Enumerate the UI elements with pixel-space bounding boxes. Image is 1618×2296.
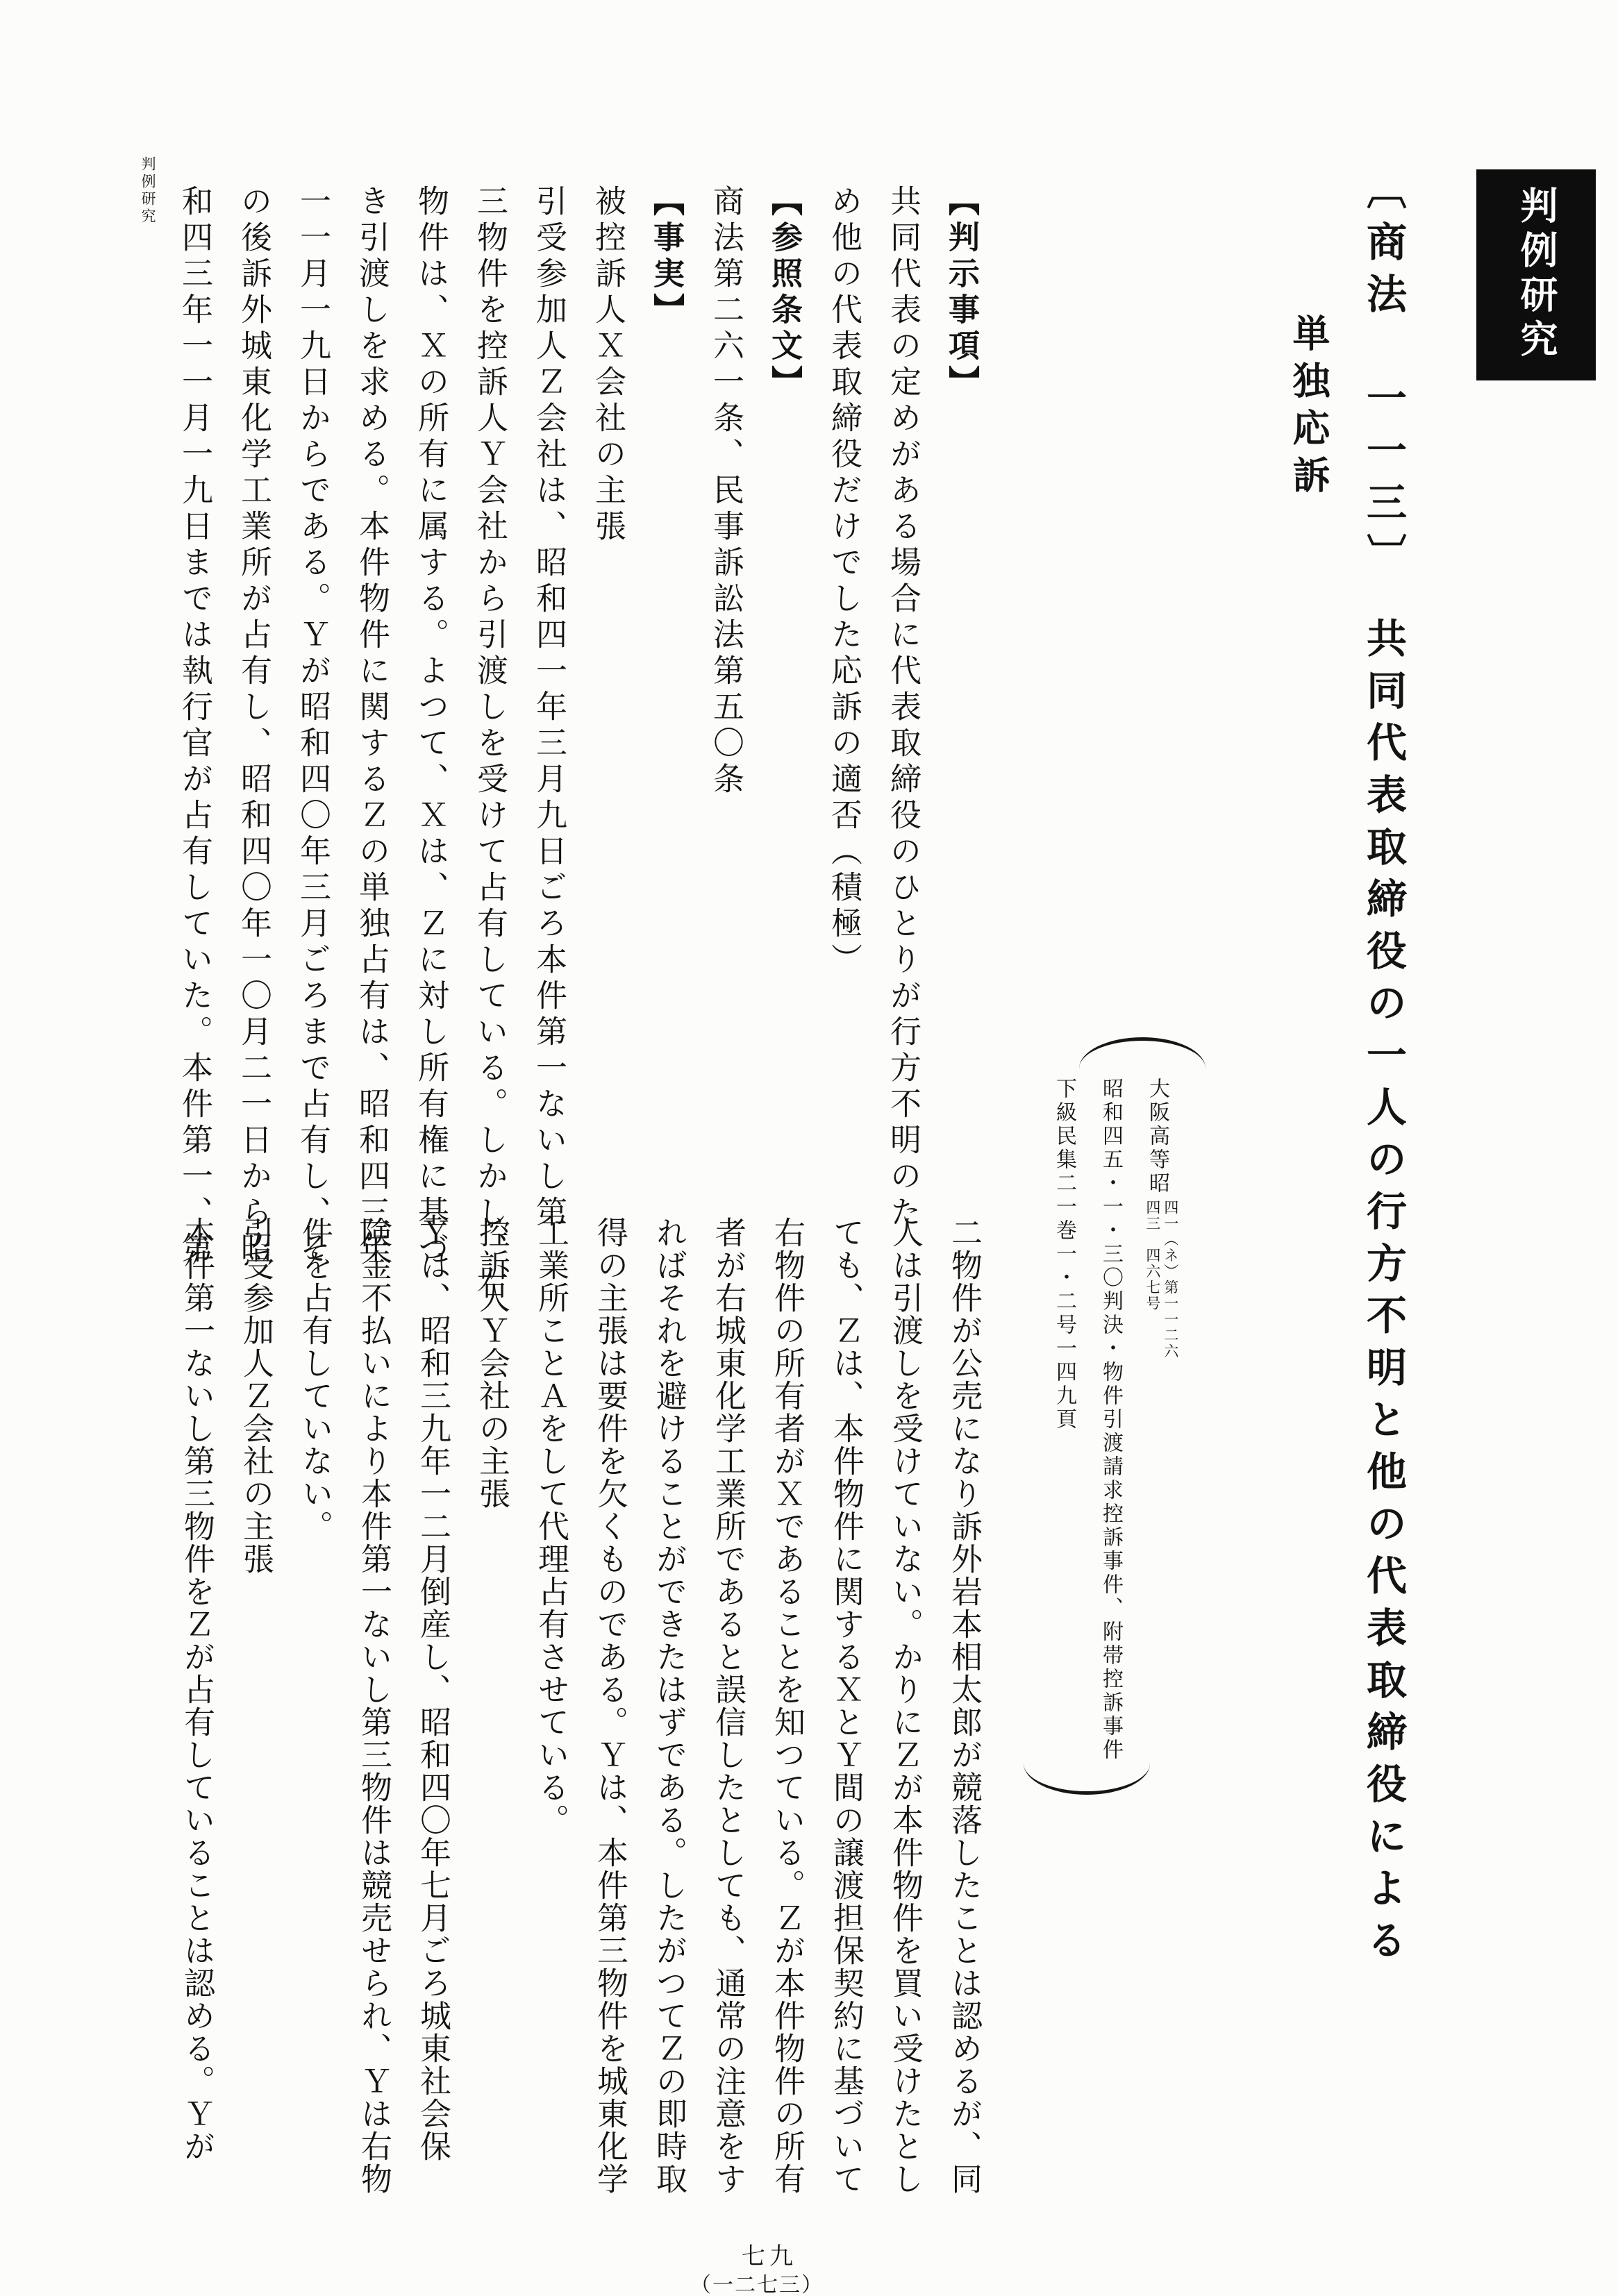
citation-case-number-2: 四三 四六七号: [1144, 1200, 1161, 1312]
citation-close-paren: [1024, 1763, 1150, 1795]
citation-case-numbers: [1144, 1200, 1180, 1359]
citation-court-prefix: 大阪高等昭: [1146, 1078, 1169, 1196]
text-column: 得の主張は要件を欠くものである。Ｙは、本件第三物件を城東化学: [592, 1216, 627, 2195]
text-column: 物件は、Ｘの所有に属する。よつて、Ｘは、Ｚに対し所有権に基づ: [413, 185, 448, 1268]
case-study-stamp-label: 判例研究: [1515, 186, 1557, 364]
claim-heading-z: 引受参加人Ｚ会社の主張: [238, 1216, 273, 1575]
section-facts-header: 【事実】: [649, 185, 684, 329]
text-column: 商法第二六一条、民事訴訟法第五〇条: [708, 185, 743, 798]
text-column: 者が右城東化学工業所であると誤信したとしても、通常の注意をす: [710, 1216, 745, 2195]
case-title: 〔商法 一一三〕 共同代表取締役の一人の行方不明と他の代表取締役による: [1360, 169, 1406, 1971]
text-column: 工業所ことＡをして代理占有させている。: [533, 1216, 568, 1836]
body-upper-tier: [162, 185, 991, 1313]
text-column: き引渡しを求める。本件物件に関するＺの単独占有は、昭和四三年: [354, 185, 389, 1268]
text-column: 右物件の所有者がＸであることを知つている。Ｚが本件物件の所有: [769, 1216, 804, 2195]
text-column: 二物件が公売になり訴外岩本相太郎が競落したことは認めるが、同: [946, 1216, 981, 2195]
citation-court-line: [1134, 1078, 1181, 1786]
text-column: の後訴外城東化学工業所が占有し、昭和四〇年一〇月二一日から昭: [236, 185, 271, 1268]
claim-heading-x: 被控訴人Ｘ会社の主張: [590, 185, 625, 546]
page-number: 七九: [742, 2244, 797, 2270]
text-column: 和四三年一一月一九日までは執行官が占有していた。本件第一、第: [177, 185, 212, 1268]
body-lower-tier: [164, 1216, 993, 2213]
text-column: ればそれを避けることができたはずである。したがつてＺの即時取: [651, 1216, 686, 2195]
case-subtitle: 単独応訴: [1287, 314, 1329, 503]
text-column: 共同代表の定めがある場合に代表取締役のひとりが行方不明のた: [885, 185, 920, 1232]
text-column: め他の代表取締役だけでした応訴の適否（積極）: [826, 185, 861, 979]
citation-open-paren: [1079, 1037, 1206, 1069]
serial-page-number: （一二七三）: [690, 2274, 824, 2296]
text-column: 引受参加人Ｚ会社は、昭和四一年三月九日ごろ本件第一ないし第: [531, 185, 566, 1232]
citation-judgment-line: 昭和四五・一・三〇判決・物件引渡請求控訴事件、附帯控訴事件: [1099, 1078, 1122, 1762]
text-column: 険金不払いにより本件第一ないし第三物件は競売せられ、Ｙは右物: [356, 1216, 391, 2195]
text-column: 三物件を控訴人Ｙ会社から引渡しを受けて占有している。しかし、右: [472, 185, 507, 1304]
case-study-stamp: [1476, 169, 1596, 380]
section-headnote-header: 【判示事項】: [944, 185, 979, 401]
citation-block: [1039, 1078, 1181, 1786]
citation-reporter-line: 下級民集二一巻一・二号一四九頁: [1053, 1078, 1076, 1432]
claim-heading-y: 控訴人Ｙ会社の主張: [474, 1216, 509, 1510]
running-head: 判例研究: [140, 156, 156, 226]
text-column: 人は引渡しを受けていない。かりにＺが本件物件を買い受けたとし: [887, 1216, 922, 2195]
text-column: ても、Ｚは、本件物件に関するＸとＹ間の譲渡担保契約に基づいて: [828, 1216, 863, 2195]
section-statutes-header: 【参照条文】: [767, 185, 802, 401]
text-column: 一一月一九日からである。Ｙが昭和四〇年三月ごろまで占有し、そ: [295, 185, 330, 1268]
text-column: 件を占有していない。: [297, 1216, 332, 1543]
text-column: Ｙは、昭和三九年一二月倒産し、昭和四〇年七月ごろ城東社会保: [415, 1216, 450, 2163]
citation-case-number-1: 四一（ネ）第一一二六: [1162, 1200, 1179, 1359]
text-column: 本件第一ないし第三物件をＺが占有していることは認める。Ｙが: [179, 1216, 214, 2163]
